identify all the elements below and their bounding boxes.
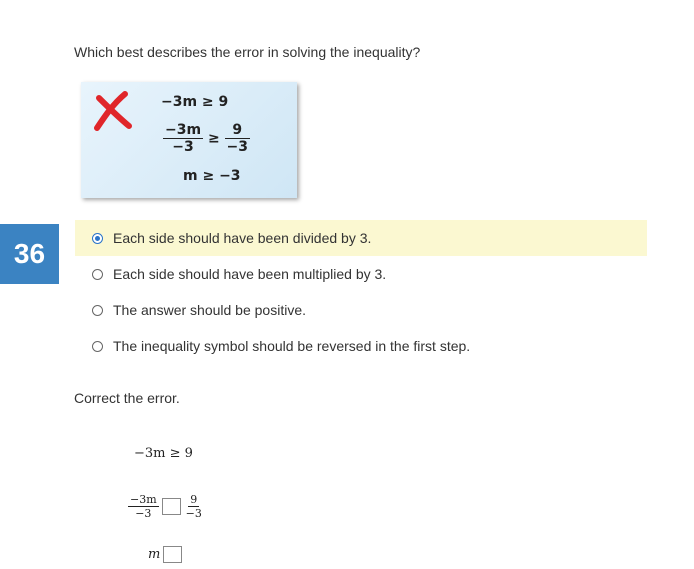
correction-frac-left-num: −3m: [130, 493, 157, 506]
correction-line-1: −3m ≥ 9: [134, 446, 193, 461]
option-3[interactable]: [75, 292, 647, 328]
final-answer-box[interactable]: [163, 546, 182, 563]
worked-frac-left-num: −3m: [165, 122, 202, 138]
option-4[interactable]: [75, 328, 647, 364]
radio-icon[interactable]: [92, 269, 103, 280]
correct-error-prompt: Correct the error.: [74, 390, 180, 406]
option-1[interactable]: [75, 220, 647, 256]
radio-icon[interactable]: [92, 305, 103, 316]
option-label: Each side should have been divided by 3.: [113, 230, 372, 246]
option-label: The inequality symbol should be reversed in the first step.: [113, 338, 471, 354]
worked-frac-right-num: 9: [225, 122, 250, 139]
worked-example-image: [81, 82, 297, 198]
worked-frac-left-den: −3: [172, 139, 194, 155]
worked-relation: ≥: [207, 130, 220, 147]
correction-variable: m: [148, 547, 161, 562]
worked-frac-right-den: −3: [226, 139, 249, 155]
relation-answer-box[interactable]: [162, 498, 181, 515]
worked-line-3: m ≥ −3: [183, 168, 241, 184]
red-x-icon: [91, 90, 135, 134]
correction-line-2: [128, 493, 204, 520]
option-2[interactable]: [75, 256, 647, 292]
radio-icon[interactable]: [92, 341, 103, 352]
correction-frac-left-den: −3: [135, 507, 152, 520]
correction-frac-right-den: −3: [185, 507, 202, 520]
worked-line-2: [163, 122, 250, 155]
option-label: Each side should have been multiplied by 3.: [113, 266, 387, 282]
question-prompt: Which best describes the error in solving the inequality?: [74, 44, 421, 60]
correction-frac-right-num: 9: [190, 493, 198, 506]
question-number-badge: 36: [0, 224, 59, 284]
correction-line-3: [148, 546, 185, 563]
option-label: The answer should be positive.: [113, 302, 306, 318]
radio-selected-icon[interactable]: [92, 233, 103, 244]
worked-line-1: −3m ≥ 9: [161, 94, 229, 110]
